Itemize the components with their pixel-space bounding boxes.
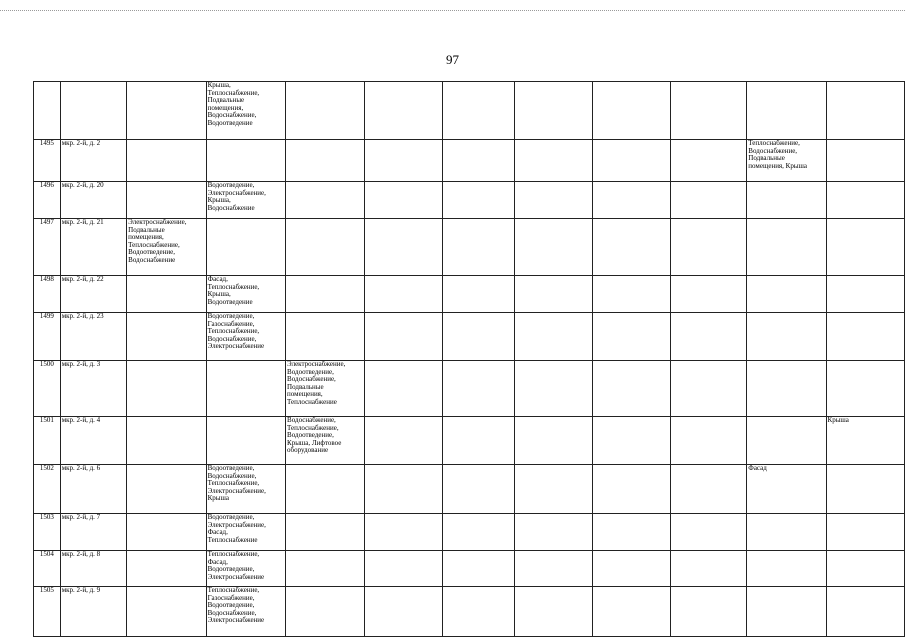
work-type-cell bbox=[592, 587, 670, 637]
work-type-cell bbox=[127, 140, 206, 182]
address-cell: мкр. 2-й, д. 8 bbox=[60, 551, 126, 587]
work-type-cell bbox=[443, 361, 515, 417]
work-type-cell bbox=[515, 82, 593, 140]
work-type-cell bbox=[592, 140, 670, 182]
work-type-cell bbox=[670, 361, 747, 417]
work-type-cell: Электроснабжение, Подвальные помещения, Теплоснабжение, Водоотведение, Водоснабжение bbox=[127, 219, 206, 276]
work-type-cell bbox=[443, 182, 515, 219]
work-type-cell bbox=[515, 140, 593, 182]
work-type-cell bbox=[127, 182, 206, 219]
work-type-cell bbox=[286, 182, 365, 219]
row-number-cell: 1495 bbox=[34, 140, 61, 182]
row-number-cell: 1497 bbox=[34, 219, 61, 276]
work-type-cell bbox=[286, 313, 365, 361]
address-cell: мкр. 2-й, д. 20 bbox=[60, 182, 126, 219]
work-type-cell bbox=[747, 182, 826, 219]
work-type-cell bbox=[365, 82, 443, 140]
work-type-cell bbox=[670, 82, 747, 140]
work-type-cell bbox=[127, 551, 206, 587]
row-number-cell: 1496 bbox=[34, 182, 61, 219]
work-type-cell bbox=[443, 417, 515, 465]
work-type-cell bbox=[670, 219, 747, 276]
work-type-cell bbox=[826, 587, 904, 637]
work-type-cell bbox=[515, 465, 593, 514]
table-row bbox=[34, 514, 905, 551]
address-cell: мкр. 2-й, д. 3 bbox=[60, 361, 126, 417]
work-type-cell: Водоотведение, Электроснабжение, Фасад, Теплоснабжение bbox=[206, 514, 285, 551]
work-type-cell bbox=[747, 219, 826, 276]
work-type-cell bbox=[127, 313, 206, 361]
table-row bbox=[34, 551, 905, 587]
work-type-cell bbox=[443, 465, 515, 514]
work-type-cell bbox=[206, 140, 285, 182]
work-type-cell bbox=[747, 276, 826, 313]
work-type-cell bbox=[747, 514, 826, 551]
row-number-cell: 1501 bbox=[34, 417, 61, 465]
work-type-cell bbox=[365, 276, 443, 313]
work-type-cell bbox=[443, 514, 515, 551]
work-type-cell bbox=[592, 276, 670, 313]
work-type-cell bbox=[826, 551, 904, 587]
work-type-cell bbox=[747, 417, 826, 465]
table-row bbox=[34, 219, 905, 276]
work-type-cell bbox=[592, 514, 670, 551]
row-number-cell bbox=[34, 82, 61, 140]
work-type-cell bbox=[206, 417, 285, 465]
table-row bbox=[34, 465, 905, 514]
address-cell: мкр. 2-й, д. 6 bbox=[60, 465, 126, 514]
work-type-cell bbox=[670, 587, 747, 637]
work-type-cell bbox=[670, 514, 747, 551]
work-type-cell bbox=[670, 551, 747, 587]
work-type-cell bbox=[670, 276, 747, 313]
work-type-cell bbox=[127, 417, 206, 465]
scan-top-edge bbox=[0, 10, 905, 11]
address-cell bbox=[60, 82, 126, 140]
work-type-cell bbox=[286, 465, 365, 514]
work-type-cell bbox=[206, 219, 285, 276]
work-type-cell bbox=[515, 276, 593, 313]
work-type-cell bbox=[443, 82, 515, 140]
work-type-cell bbox=[592, 82, 670, 140]
work-type-cell bbox=[365, 219, 443, 276]
work-type-cell: Крыша, Теплоснабжение, Подвальные помещения, Водоснабжение, Водоотведение bbox=[206, 82, 285, 140]
work-type-cell bbox=[443, 313, 515, 361]
row-number-cell: 1500 bbox=[34, 361, 61, 417]
table-row bbox=[34, 82, 905, 140]
work-type-cell bbox=[365, 140, 443, 182]
work-type-cell bbox=[365, 182, 443, 219]
table-row bbox=[34, 313, 905, 361]
work-type-cell bbox=[443, 587, 515, 637]
work-type-cell bbox=[747, 313, 826, 361]
work-type-cell bbox=[515, 417, 593, 465]
work-type-cell bbox=[826, 219, 904, 276]
row-number-cell: 1503 bbox=[34, 514, 61, 551]
work-type-cell bbox=[127, 361, 206, 417]
work-type-cell bbox=[365, 551, 443, 587]
page-number: 97 bbox=[446, 52, 459, 67]
work-type-cell bbox=[826, 514, 904, 551]
address-cell: мкр. 2-й, д. 21 bbox=[60, 219, 126, 276]
work-type-cell bbox=[592, 551, 670, 587]
work-type-cell bbox=[747, 587, 826, 637]
work-type-cell bbox=[365, 361, 443, 417]
work-type-cell: Водоснабжение, Теплоснабжение, Водоотведение, Крыша, Лифтовое оборудование bbox=[286, 417, 365, 465]
work-type-cell: Электроснабжение, Водоотведение, Водоснабжение, Подвальные помещения, Теплоснабжение bbox=[286, 361, 365, 417]
work-type-cell: Теплоснабжение, Фасад, Водоотведение, Электроснабжение bbox=[206, 551, 285, 587]
row-number-cell: 1499 bbox=[34, 313, 61, 361]
work-type-cell bbox=[286, 140, 365, 182]
work-type-cell bbox=[443, 551, 515, 587]
table-row bbox=[34, 140, 905, 182]
repair-schedule-table bbox=[33, 81, 905, 637]
work-type-cell: Фасад bbox=[747, 465, 826, 514]
work-type-cell bbox=[286, 587, 365, 637]
work-type-cell bbox=[515, 313, 593, 361]
row-number-cell: 1498 bbox=[34, 276, 61, 313]
work-type-cell bbox=[365, 514, 443, 551]
row-number-cell: 1504 bbox=[34, 551, 61, 587]
work-type-cell bbox=[127, 82, 206, 140]
work-type-cell bbox=[592, 465, 670, 514]
work-type-cell bbox=[670, 182, 747, 219]
work-type-cell bbox=[592, 219, 670, 276]
row-number-cell: 1502 bbox=[34, 465, 61, 514]
work-type-cell bbox=[826, 140, 904, 182]
work-type-cell bbox=[286, 276, 365, 313]
work-type-cell bbox=[592, 182, 670, 219]
work-type-cell bbox=[127, 276, 206, 313]
work-type-cell bbox=[365, 587, 443, 637]
work-type-cell bbox=[826, 313, 904, 361]
work-type-cell: Водоотведение, Электроснабжение, Крыша, Водоснабжение bbox=[206, 182, 285, 219]
work-type-cell bbox=[670, 465, 747, 514]
work-type-cell: Фасад, Теплоснабжение, Крыша, Водоотведение bbox=[206, 276, 285, 313]
work-type-cell bbox=[286, 219, 365, 276]
work-type-cell bbox=[286, 551, 365, 587]
address-cell: мкр. 2-й, д. 22 bbox=[60, 276, 126, 313]
work-type-cell bbox=[515, 361, 593, 417]
work-type-cell bbox=[127, 587, 206, 637]
work-type-cell bbox=[747, 551, 826, 587]
work-type-cell bbox=[747, 361, 826, 417]
work-type-cell: Крыша bbox=[826, 417, 904, 465]
work-type-cell bbox=[826, 82, 904, 140]
table-row bbox=[34, 276, 905, 313]
work-type-cell bbox=[365, 313, 443, 361]
work-type-cell bbox=[592, 313, 670, 361]
work-type-cell bbox=[515, 219, 593, 276]
work-type-cell bbox=[443, 276, 515, 313]
work-type-cell bbox=[515, 587, 593, 637]
row-number-cell: 1505 bbox=[34, 587, 61, 637]
work-type-cell bbox=[592, 361, 670, 417]
work-type-cell bbox=[826, 276, 904, 313]
address-cell: мкр. 2-й, д. 2 bbox=[60, 140, 126, 182]
table-row bbox=[34, 361, 905, 417]
work-type-cell bbox=[127, 465, 206, 514]
work-type-cell bbox=[206, 361, 285, 417]
work-type-cell bbox=[826, 361, 904, 417]
work-type-cell bbox=[747, 82, 826, 140]
work-type-cell bbox=[670, 313, 747, 361]
address-cell: мкр. 2-й, д. 4 bbox=[60, 417, 126, 465]
work-type-cell bbox=[826, 182, 904, 219]
work-type-cell: Водоотведение, Водоснабжение, Теплоснабжение, Электроснабжение, Крыша bbox=[206, 465, 285, 514]
address-cell: мкр. 2-й, д. 7 bbox=[60, 514, 126, 551]
work-type-cell bbox=[515, 551, 593, 587]
address-cell: мкр. 2-й, д. 23 bbox=[60, 313, 126, 361]
work-type-cell bbox=[443, 219, 515, 276]
work-type-cell bbox=[365, 465, 443, 514]
work-type-cell: Теплоснабжение, Водоснабжение, Подвальные помещения, Крыша bbox=[747, 140, 826, 182]
work-type-cell bbox=[826, 465, 904, 514]
work-type-cell bbox=[286, 82, 365, 140]
table-row bbox=[34, 587, 905, 637]
work-type-cell: Водоотведение, Газоснабжение, Теплоснабжение, Водоснабжение, Электроснабжение bbox=[206, 313, 285, 361]
work-type-cell bbox=[670, 140, 747, 182]
work-type-cell bbox=[592, 417, 670, 465]
work-type-cell bbox=[127, 514, 206, 551]
work-type-cell bbox=[515, 182, 593, 219]
address-cell: мкр. 2-й, д. 9 bbox=[60, 587, 126, 637]
table-row bbox=[34, 417, 905, 465]
work-type-cell bbox=[443, 140, 515, 182]
work-type-cell bbox=[670, 417, 747, 465]
table-row bbox=[34, 182, 905, 219]
work-type-cell: Теплоснабжение, Газоснабжение, Водоотведение, Водоснабжение, Электроснабжение bbox=[206, 587, 285, 637]
work-type-cell bbox=[286, 514, 365, 551]
work-type-cell bbox=[365, 417, 443, 465]
work-type-cell bbox=[515, 514, 593, 551]
